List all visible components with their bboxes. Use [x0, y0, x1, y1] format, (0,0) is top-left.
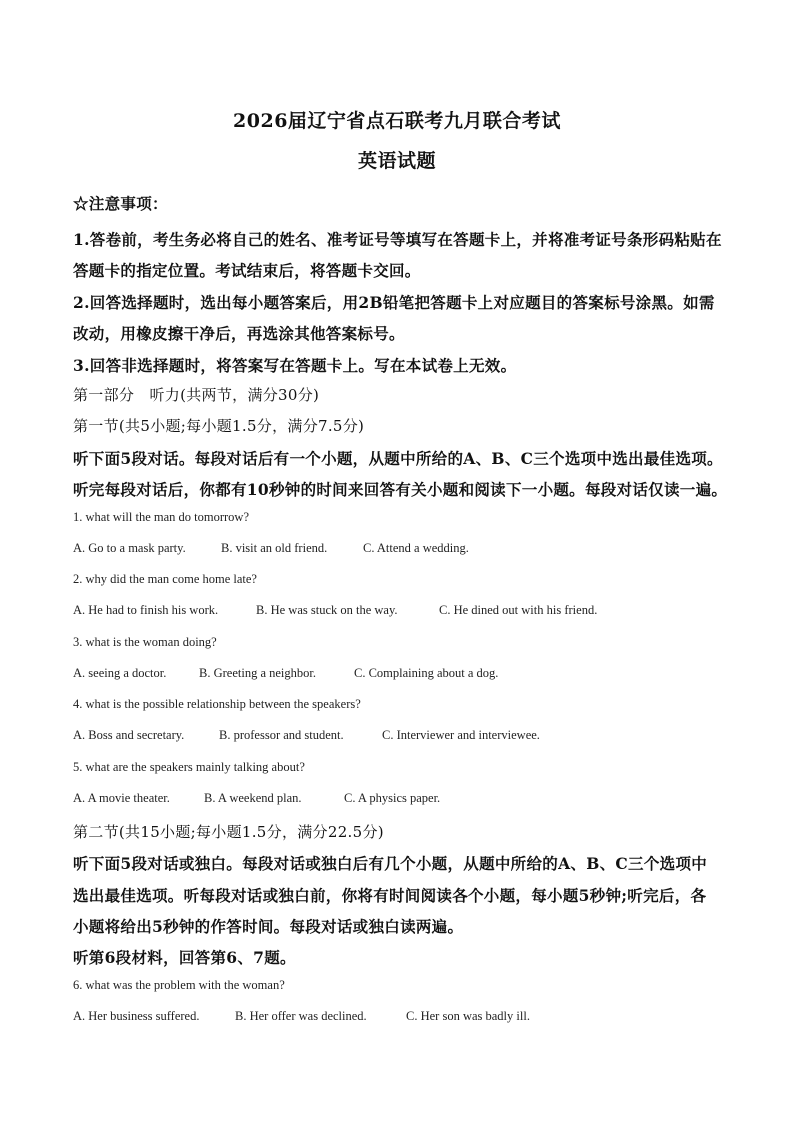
question-options — [73, 603, 733, 618]
section2-instruction: 选出最佳选项。听每段对话或独白前，你将有时间阅读各个小题，每小题5秒钟;听完后，各 — [73, 886, 707, 905]
option-c: C. Interviewer and interviewee. — [382, 728, 540, 742]
exam-title: 2026届辽宁省点石联考九月联合考试 — [233, 110, 561, 132]
notice-line: 3.回答非选择题时，将答案写在答题卡上。写在本试卷上无效。 — [73, 356, 517, 375]
material-heading: 听第6段材料，回答第6、7题。 — [73, 948, 296, 967]
option-c: C. He dined out with his friend. — [439, 603, 598, 617]
question-stem: 3. what is the woman doing? — [73, 635, 217, 649]
option-c: C. Her son was badly ill. — [406, 1009, 530, 1023]
notice-line: 改动，用橡皮擦干净后，再选涂其他答案标号。 — [73, 324, 405, 343]
option-c: C. Complaining about a dog. — [354, 666, 499, 680]
option-c: C. Attend a wedding. — [363, 541, 469, 555]
question-stem: 6. what was the problem with the woman? — [73, 978, 285, 992]
option-a: A. A movie theater. — [73, 791, 170, 805]
part1-title: 第一部分 听力(共两节，满分30分) — [73, 386, 320, 404]
option-b: B. Her offer was declined. — [235, 1009, 367, 1023]
notice-line: 答题卡的指定位置。考试结束后，将答题卡交回。 — [73, 261, 421, 280]
section1-instruction: 听完每段对话后，你都有10秒钟的时间来回答有关小题和阅读下一小题。每段对话仅读一遍。 — [73, 480, 728, 499]
section2-instruction: 听下面5段对话或独白。每段对话或独白后有几个小题，从题中所给的A、B、C三个选项中 — [73, 854, 708, 873]
question-options — [73, 541, 733, 556]
option-b: B. visit an old friend. — [221, 541, 328, 555]
question-stem: 1. what will the man do tomorrow? — [73, 510, 250, 524]
section1-instruction: 听下面5段对话。每段对话后有一个小题，从题中所给的A、B、C三个选项中选出最佳选项。 — [73, 449, 723, 468]
exam-subject: 英语试题 — [357, 150, 436, 172]
option-c: C. A physics paper. — [344, 791, 441, 805]
question-options — [73, 791, 733, 806]
question-stem: 5. what are the speakers mainly talking about? — [73, 760, 305, 774]
section1-title: 第一节(共5小题;每小题1.5分，满分7.5分) — [73, 417, 365, 435]
question-stem: 2. why did the man come home late? — [73, 572, 257, 586]
option-a: A. Boss and secretary. — [73, 728, 185, 742]
question-options — [73, 728, 733, 743]
option-a: A. seeing a doctor. — [73, 666, 167, 680]
option-a: A. He had to finish his work. — [73, 603, 219, 617]
option-b: B. Greeting a neighbor. — [199, 666, 316, 680]
question-options — [73, 666, 733, 681]
option-a: A. Her business suffered. — [73, 1009, 200, 1023]
option-b: B. professor and student. — [219, 728, 344, 742]
notice-heading: ☆注意事项： — [73, 194, 168, 213]
option-b: B. He was stuck on the way. — [256, 603, 398, 617]
option-a: A. Go to a mask party. — [73, 541, 186, 555]
section2-title: 第二节(共15小题;每小题1.5分，满分22.5分) — [73, 823, 384, 841]
notice-line: 1.答卷前，考生务必将自己的姓名、准考证号等填写在答题卡上，并将准考证号条形码粘贴在 — [73, 230, 722, 249]
question-stem: 4. what is the possible relationship between the speakers? — [73, 697, 361, 711]
option-b: B. A weekend plan. — [204, 791, 302, 805]
notice-line: 2.回答选择题时，选出每小题答案后，用2B铅笔把答题卡上对应题目的答案标号涂黑。如需 — [73, 293, 715, 312]
question-options — [73, 1009, 733, 1024]
section2-instruction: 小题将给出5秒钟的作答时间。每段对话或独白读两遍。 — [73, 917, 464, 936]
